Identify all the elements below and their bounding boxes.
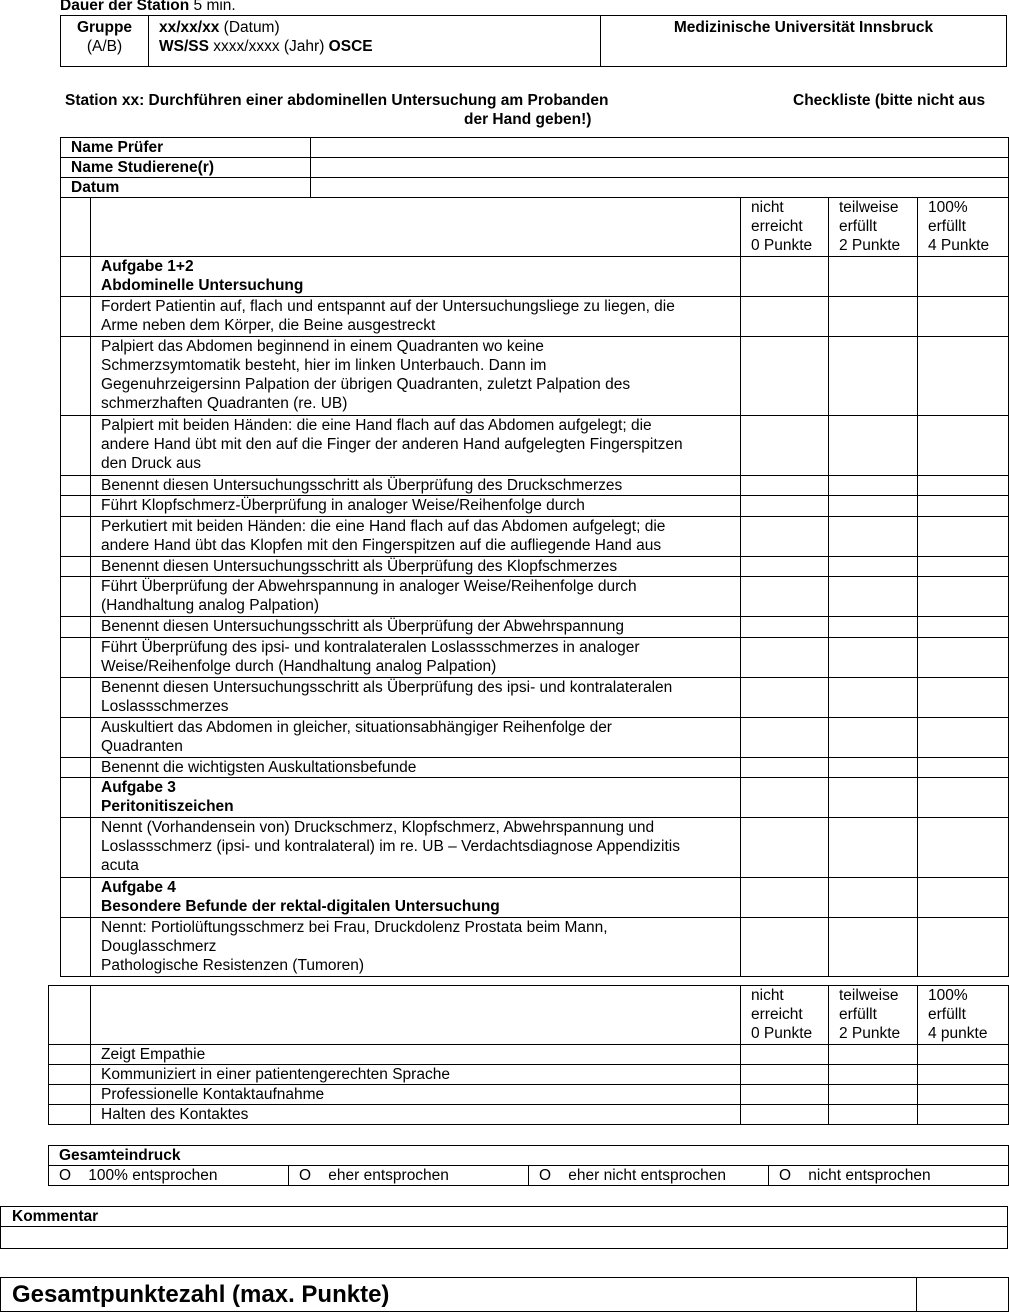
option-100[interactable]: O 100% entsprochen	[49, 1166, 289, 1186]
score-header-line: 0 Punkte	[751, 1025, 813, 1042]
score-4-cell[interactable]	[918, 717, 1009, 757]
info-label: Datum	[61, 178, 311, 198]
score-header-line: 4 punkte	[928, 1025, 988, 1042]
task-line: Besondere Befunde der rektal-digitalen Untersuchung	[101, 897, 500, 915]
task-description	[91, 337, 741, 416]
score-4-cell[interactable]	[918, 677, 1009, 717]
task-line: schmerzhaften Quadranten (re. UB)	[101, 395, 348, 412]
score-4-cell[interactable]	[918, 917, 1009, 977]
index-cell	[61, 818, 91, 878]
score-2-cell[interactable]	[829, 257, 918, 297]
score-0-cell[interactable]	[741, 1065, 829, 1085]
task-line: Nennt (Vorhandensein von) Druckschmerz, Klopfschmerz, Abwehrspannung und	[101, 819, 655, 836]
option-nicht[interactable]: O nicht entsprochen	[769, 1166, 1009, 1186]
soft-skills-table	[48, 985, 1009, 1125]
index-cell	[61, 577, 91, 617]
score-header-line: 2 Punkte	[839, 1025, 901, 1042]
soft-skill-label: Halten des Kontaktes	[91, 1105, 741, 1125]
score-4-cell[interactable]	[918, 337, 1009, 416]
score-4-cell[interactable]	[918, 1085, 1009, 1105]
task-description	[91, 475, 741, 496]
info-value-field[interactable]	[311, 158, 1009, 178]
kommentar-table	[0, 1206, 1008, 1249]
info-label: Name Studierene(r)	[61, 158, 311, 178]
index-cell	[61, 496, 91, 517]
score-4-cell[interactable]	[918, 757, 1009, 778]
score-4-cell[interactable]	[918, 637, 1009, 677]
score-4-cell[interactable]	[918, 778, 1009, 818]
info-value-field[interactable]	[311, 138, 1009, 158]
score-header-teilweise	[829, 198, 918, 257]
task-row	[61, 677, 1009, 717]
score-0-cell[interactable]	[741, 577, 829, 617]
gruppe-label: Gruppe	[76, 19, 133, 36]
score-0-cell[interactable]	[741, 757, 829, 778]
score-0-cell[interactable]	[741, 877, 829, 917]
info-table	[60, 137, 1009, 198]
task-line: Benennt die wichtigsten Auskultationsbefunde	[101, 758, 417, 776]
score-header-line: erfüllt	[839, 1006, 877, 1023]
score-0-cell[interactable]	[741, 917, 829, 977]
task-line: Aufgabe 3	[101, 779, 176, 796]
task-row	[61, 556, 1009, 577]
task-description	[91, 496, 741, 517]
semester-normal: xxxx/xxxx (Jahr)	[213, 38, 325, 55]
datum-bold: xx/xx/xx	[159, 19, 220, 36]
score-header-line: 2 Punkte	[839, 237, 901, 254]
semester-tail: OSCE	[328, 38, 373, 55]
task-line: Auskultiert das Abdomen in gleicher, situationsabhängiger Reihenfolge der	[101, 718, 612, 736]
gesamtpunkte-table	[0, 1277, 1009, 1312]
index-cell	[61, 637, 91, 677]
task-row	[61, 577, 1009, 617]
score-header-line: 100%	[928, 987, 968, 1004]
task-section-row	[61, 257, 1009, 297]
kommentar-title: Kommentar	[1, 1207, 1008, 1227]
index-cell	[61, 877, 91, 917]
score-0-cell[interactable]	[741, 637, 829, 677]
score-0-cell[interactable]	[741, 778, 829, 818]
info-value-field[interactable]	[311, 178, 1009, 198]
task-line: Pathologische Resistenzen (Tumoren)	[101, 956, 365, 974]
task-line: Loslassschmerz (ipsi- und kontralateral) im re. UB – Verdachtsdiagnose Appendizitis	[101, 838, 680, 855]
task-section-row	[61, 877, 1009, 917]
index-cell	[61, 556, 91, 577]
soft-header-cell	[91, 986, 741, 1045]
task-row	[61, 416, 1009, 476]
soft-skill-label: Professionelle Kontaktaufnahme	[91, 1085, 741, 1105]
task-line: (Handhaltung analog Palpation)	[101, 597, 320, 614]
score-0-cell[interactable]	[741, 717, 829, 757]
index-cell	[61, 617, 91, 638]
task-line: Aufgabe 4	[101, 878, 176, 896]
task-line: Loslassschmerzes	[101, 697, 229, 715]
task-section-heading	[91, 778, 741, 818]
task-description	[91, 677, 741, 717]
datum-normal: (Datum)	[223, 19, 280, 36]
task-description	[91, 416, 741, 476]
task-table	[60, 197, 1009, 977]
task-line: Gegenuhrzeigersinn Palpation der übrigen Quadranten, zuletzt Palpation des	[101, 376, 631, 393]
index-cell	[49, 1085, 91, 1105]
score-2-cell[interactable]	[829, 1065, 918, 1085]
score-header-teilweise	[829, 986, 918, 1045]
task-row	[61, 475, 1009, 496]
index-cell	[61, 257, 91, 297]
score-2-cell[interactable]	[829, 877, 918, 917]
task-row	[61, 297, 1009, 337]
score-2-cell[interactable]	[829, 717, 918, 757]
score-header-line: erreicht	[751, 1006, 803, 1023]
score-header-row-2	[49, 986, 1009, 1045]
score-4-cell[interactable]	[918, 297, 1009, 337]
score-2-cell[interactable]	[829, 1045, 918, 1065]
score-header-voll	[918, 986, 1009, 1045]
score-0-cell[interactable]	[741, 475, 829, 496]
soft-skill-row	[49, 1105, 1009, 1125]
task-description	[91, 617, 741, 638]
score-header-line: 100%	[928, 199, 968, 216]
task-line: Arme neben dem Körper, die Beine ausgestreckt	[101, 317, 436, 334]
score-4-cell[interactable]	[918, 1045, 1009, 1065]
soft-skill-row	[49, 1045, 1009, 1065]
task-line: Palpiert das Abdomen beginnend in einem Quadranten wo keine	[101, 338, 544, 355]
task-line: Weise/Reihenfolge durch (Handhaltung analog Palpation)	[101, 657, 497, 675]
gesamtpunkte-title: Gesamtpunktezahl (max. Punkte)	[1, 1278, 917, 1312]
score-4-cell[interactable]	[918, 818, 1009, 878]
task-line: Abdominelle Untersuchung	[101, 277, 304, 294]
kommentar-field[interactable]	[1, 1227, 1008, 1249]
score-0-cell[interactable]	[741, 1045, 829, 1065]
score-header-line: erfüllt	[928, 218, 966, 235]
task-description	[91, 757, 741, 778]
task-description	[91, 717, 741, 757]
gruppe-cell	[61, 16, 149, 67]
duration-label: Dauer der Station	[60, 0, 190, 14]
score-header-line: nicht	[751, 987, 784, 1004]
gesamteindruck-table	[48, 1145, 1009, 1186]
score-0-cell[interactable]	[741, 1105, 829, 1125]
index-cell	[61, 717, 91, 757]
index-cell	[61, 475, 91, 496]
score-4-cell[interactable]	[918, 877, 1009, 917]
gesamteindruck-title: Gesamteindruck	[49, 1146, 1009, 1166]
score-4-cell[interactable]	[918, 416, 1009, 476]
soft-skill-row	[49, 1085, 1009, 1105]
task-description	[91, 556, 741, 577]
task-line: Schmerzsymtomatik besteht, hier im linken Unterbauch. Dann im	[101, 357, 547, 374]
task-line: Benennt diesen Untersuchungsschritt als Überprüfung des ipsi- und kontralateralen	[101, 678, 673, 696]
score-2-cell[interactable]	[829, 516, 918, 556]
index-cell	[61, 677, 91, 717]
score-0-cell[interactable]	[741, 416, 829, 476]
index-cell	[49, 1105, 91, 1125]
index-cell	[49, 1065, 91, 1085]
task-row	[61, 617, 1009, 638]
gruppe-value: (A/B)	[86, 38, 123, 55]
task-row	[61, 496, 1009, 517]
soft-skill-label: Zeigt Empathie	[91, 1045, 741, 1065]
score-2-cell[interactable]	[829, 637, 918, 677]
task-description	[91, 818, 741, 878]
score-header-line: erfüllt	[928, 1006, 966, 1023]
index-cell	[61, 757, 91, 778]
task-line: Aufgabe 1+2	[101, 258, 194, 275]
task-line: Douglasschmerz	[101, 937, 217, 955]
score-2-cell[interactable]	[829, 778, 918, 818]
task-row	[61, 516, 1009, 556]
score-2-cell[interactable]	[829, 496, 918, 517]
score-0-cell[interactable]	[741, 1085, 829, 1105]
index-cell	[61, 516, 91, 556]
task-line: Nennt: Portiolüftungsschmerz bei Frau, Druckdolenz Prostata beim Mann,	[101, 918, 608, 936]
score-0-cell[interactable]	[741, 297, 829, 337]
task-line: Führt Klopfschmerz-Überprüfung in analoger Weise/Reihenfolge durch	[101, 497, 585, 514]
score-0-cell[interactable]	[741, 818, 829, 878]
info-row	[61, 178, 1009, 198]
score-4-cell[interactable]	[918, 475, 1009, 496]
score-header-line: 0 Punkte	[751, 237, 813, 254]
score-header-line: teilweise	[839, 987, 899, 1004]
score-header-nicht	[741, 198, 829, 257]
score-header-row	[61, 198, 1009, 257]
index-cell	[49, 1045, 91, 1065]
gesamtpunkte-field[interactable]	[917, 1278, 1009, 1312]
duration-value: 5 min.	[193, 0, 236, 14]
info-label: Name Prüfer	[61, 138, 311, 158]
score-4-cell[interactable]	[918, 1065, 1009, 1085]
score-header-voll	[918, 198, 1009, 257]
index-cell	[61, 917, 91, 977]
task-line: Benennt diesen Untersuchungsschritt als Überprüfung des Klopfschmerzes	[101, 557, 618, 575]
task-section-row	[61, 778, 1009, 818]
task-row	[61, 637, 1009, 677]
task-header-cell	[91, 198, 741, 257]
checklist-note-b: der Hand geben!)	[464, 111, 592, 128]
task-line: Führt Überprüfung des ipsi- und kontralateralen Loslassschmerzes in analoger	[101, 638, 640, 656]
task-line: Führt Überprüfung der Abwehrspannung in analoger Weise/Reihenfolge durch	[101, 578, 637, 595]
score-2-cell[interactable]	[829, 556, 918, 577]
info-row	[61, 158, 1009, 178]
score-0-cell[interactable]	[741, 337, 829, 416]
score-header-nicht	[741, 986, 829, 1045]
score-4-cell[interactable]	[918, 516, 1009, 556]
header-table	[60, 15, 1007, 67]
score-0-cell[interactable]	[741, 516, 829, 556]
score-2-cell[interactable]	[829, 677, 918, 717]
task-row	[61, 818, 1009, 878]
score-2-cell[interactable]	[829, 757, 918, 778]
score-2-cell[interactable]	[829, 416, 918, 476]
option-eher-nicht[interactable]: O eher nicht entsprochen	[529, 1166, 769, 1186]
university-name: Medizinische Universität Innsbruck	[601, 16, 1007, 67]
score-2-cell[interactable]	[829, 337, 918, 416]
task-description	[91, 917, 741, 977]
semester-bold: WS/SS	[159, 38, 209, 55]
task-line: andere Hand übt das Klopfen mit den Fingerspitzen auf die aufliegende Hand aus	[101, 536, 662, 554]
task-row	[61, 917, 1009, 977]
task-line: den Druck aus	[101, 455, 201, 472]
task-line: Peritonitiszeichen	[101, 798, 234, 815]
info-row	[61, 138, 1009, 158]
index-cell	[61, 337, 91, 416]
score-2-cell[interactable]	[829, 818, 918, 878]
score-header-line: erfüllt	[839, 218, 877, 235]
task-line: acuta	[101, 857, 139, 874]
score-2-cell[interactable]	[829, 917, 918, 977]
task-line: Fordert Patientin auf, flach und entspannt auf der Untersuchungsliege zu liegen, die	[101, 298, 675, 315]
task-row	[61, 757, 1009, 778]
task-description	[91, 516, 741, 556]
score-0-cell[interactable]	[741, 677, 829, 717]
score-header-line: erreicht	[751, 218, 803, 235]
station-title: Station xx: Durchführen einer abdominellen Untersuchung am Probanden	[65, 92, 609, 109]
index-cell	[61, 198, 91, 257]
task-row	[61, 337, 1009, 416]
task-description	[91, 577, 741, 617]
score-header-line: 4 Punkte	[928, 237, 990, 254]
soft-skill-row	[49, 1065, 1009, 1085]
score-0-cell[interactable]	[741, 257, 829, 297]
score-2-cell[interactable]	[829, 577, 918, 617]
datum-cell	[149, 16, 601, 67]
checklist-note-a: Checkliste (bitte nicht aus	[793, 92, 986, 109]
score-4-cell[interactable]	[918, 577, 1009, 617]
task-row	[61, 717, 1009, 757]
task-line: Palpiert mit beiden Händen: die eine Hand flach auf das Abdomen aufgelegt; die	[101, 417, 652, 434]
score-2-cell[interactable]	[829, 297, 918, 337]
score-4-cell[interactable]	[918, 1105, 1009, 1125]
task-line: Perkutiert mit beiden Händen: die eine Hand flach auf das Abdomen aufgelegt; die	[101, 517, 666, 535]
index-cell	[61, 778, 91, 818]
index-cell	[49, 986, 91, 1045]
score-2-cell[interactable]	[829, 1085, 918, 1105]
soft-skill-label: Kommuniziert in einer patientengerechten Sprache	[91, 1065, 741, 1085]
score-2-cell[interactable]	[829, 617, 918, 638]
task-description	[91, 297, 741, 337]
score-2-cell[interactable]	[829, 475, 918, 496]
score-header-line: nicht	[751, 199, 784, 216]
task-line: Quadranten	[101, 737, 183, 755]
task-line: Benennt diesen Untersuchungsschritt als Überprüfung des Druckschmerzes	[101, 476, 623, 494]
score-0-cell[interactable]	[741, 617, 829, 638]
index-cell	[61, 297, 91, 337]
score-header-line: teilweise	[839, 199, 899, 216]
score-0-cell[interactable]	[741, 556, 829, 577]
score-2-cell[interactable]	[829, 1105, 918, 1125]
option-eher[interactable]: O eher entsprochen	[289, 1166, 529, 1186]
score-0-cell[interactable]	[741, 496, 829, 517]
task-line: Benennt diesen Untersuchungsschritt als Überprüfung der Abwehrspannung	[101, 618, 625, 635]
score-4-cell[interactable]	[918, 496, 1009, 517]
score-4-cell[interactable]	[918, 257, 1009, 297]
task-section-heading	[91, 257, 741, 297]
score-4-cell[interactable]	[918, 617, 1009, 638]
task-line: andere Hand übt mit den auf die Finger der anderen Hand aufgelegten Fingerspitzen	[101, 436, 683, 453]
task-section-heading	[91, 877, 741, 917]
index-cell	[61, 416, 91, 476]
station-duration	[60, 0, 236, 15]
score-4-cell[interactable]	[918, 556, 1009, 577]
task-description	[91, 637, 741, 677]
